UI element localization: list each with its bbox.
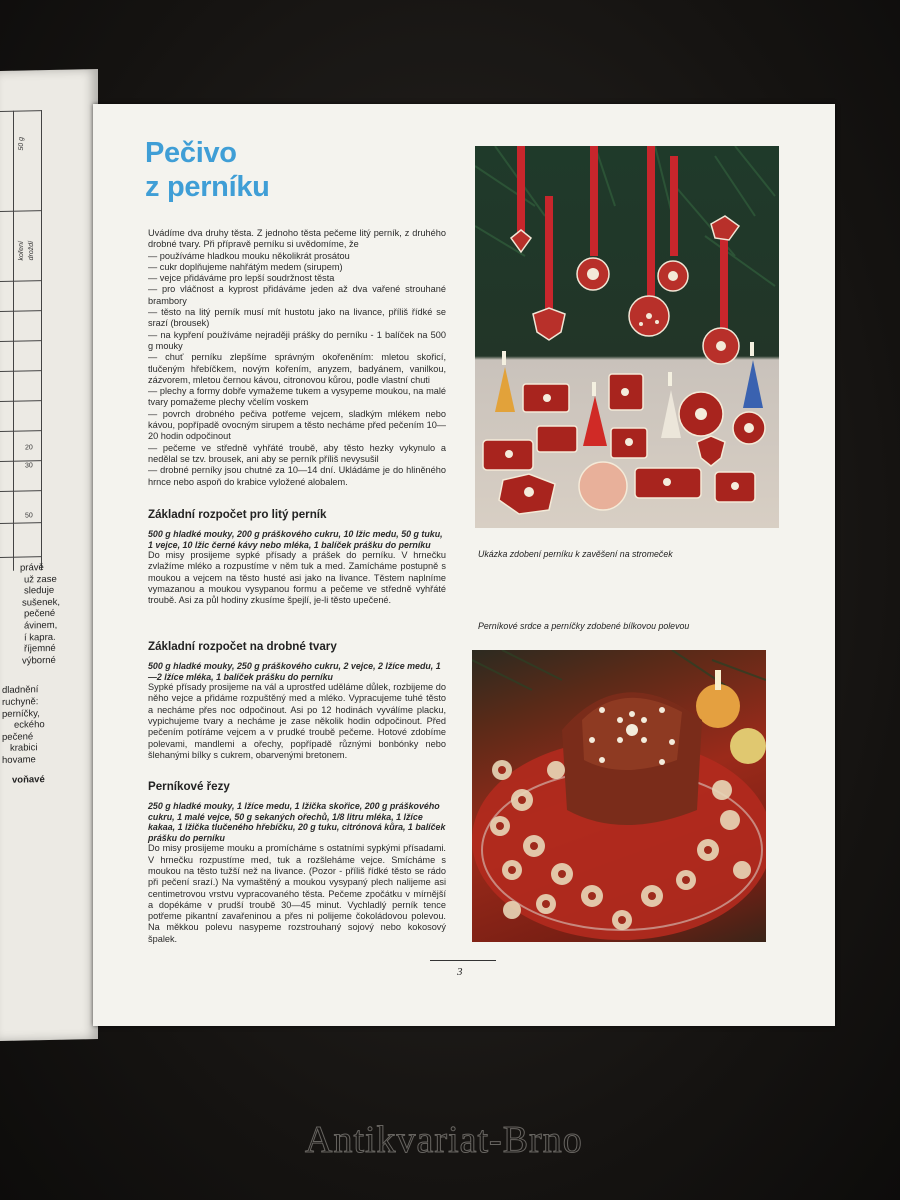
section-text: Do misy prosijeme sypké přísady a prášek do perníku. V hrnečku zvlažíme mléko a rozpustíme v něm tuk a med. Zamícháme postupně s moukou a vejcem na těsto husté asi jako na livance. Těstem naplníme vymazanou a moukou vysypanou formu a pečeme ve středně vyhřáté troubě. Asi za půl hodiny zkusíme špejlí, je-li těsto upečené. (148, 550, 446, 606)
section-ingredients: 500 g hladké mouky, 200 g práškového cukru, 10 lžic medu, 50 g tuku, 1 vejce, 10 lžic černé kávy nebo mléka, 1 balíček prášku do perníku (148, 529, 443, 550)
left-page-text (0, 561, 98, 786)
gingerbread-ornaments-photo (475, 146, 779, 528)
table-row (0, 490, 42, 492)
section-heading: Základní rozpočet na drobné tvary (148, 640, 337, 653)
table-row (0, 400, 42, 402)
text-fragment: pečené (24, 608, 56, 620)
text-fragment: už zase (24, 573, 57, 586)
intro-paragraph: Uvádíme dva druhy těsta. Z jednoho těsta pečeme litý perník, z druhého drobné tvary. Při přípravě perníku si uvědomíme, že (148, 228, 446, 250)
table-number: 20 (25, 444, 33, 452)
left-page-table (0, 110, 42, 571)
intro-bullet: — cukr doplňujeme nahřátým medem (sirupem) (148, 261, 343, 272)
text-fragment: hovame (2, 754, 36, 766)
photo-caption: Ukázka zdobení perníku k zavěšení na stromeček (478, 549, 673, 559)
intro-bullet: — povrch drobného pečiva potřeme vejcem, sladkým mlékem nebo kávou, popřípadě ovocným sirupem a těsto necháme před pečením 10—20 hodin odpočinout (148, 408, 446, 442)
intro-bullet: — používáme hladkou mouku několikrát prosátou (148, 250, 350, 261)
text-fragment: í kapra. (24, 631, 56, 644)
text-fragment: eckého (14, 719, 45, 731)
text-fragment: pečené (2, 731, 34, 743)
table-row (0, 460, 42, 462)
watermark-text: Antikvariat-Brno (305, 1119, 583, 1161)
table-row (0, 210, 42, 212)
intro-bullet: — chuť perníku zlepšíme správným okořeněním: mletou skořicí, tlučeným hřebíčkem, novým kořením, anyzem, badyánem, vanilkou, zázvorem, mletou černou kávou, citronovou kůrou, podle vlastní chuti (148, 352, 446, 385)
intro-bullet: — těsto na litý perník musí mít hustotu jako na livance, příliš řídké se srazí (brousek) (148, 307, 446, 329)
table-row (0, 556, 42, 558)
table-number: 30 (25, 462, 33, 470)
intro-bullet: — plechy a formy dobře vymažeme tukem a vysypeme moukou, na malé tvary pomažeme plechy včelím voskem (148, 386, 446, 408)
text-fragment: dladnění (2, 684, 39, 697)
intro-text (148, 228, 446, 488)
photo-caption: Perníkové srdce a perníčky zdobené bílkovou polevou (478, 621, 690, 631)
intro-bullet: — na kypření používáme nejraději prášky do perníku - 1 balíček na 500 g mouky (148, 329, 446, 351)
table-row (0, 522, 42, 524)
recipe-section (148, 508, 446, 607)
text-fragment: sušenek, (22, 596, 61, 609)
title-line: Pečivo (145, 137, 237, 169)
gingerbread-heart-photo (472, 650, 766, 942)
section-text: Do misy prosijeme mouku a promícháme s ostatními sypkými přísadami. V hrnečku rozpustíme med, tuk a rozšleháme vejce. Smícháme s moukou na těsto tužší než na livance. (Pozor - příliš řídké těsto se rádo při pečení srazí.) Na vymaštěný a moukou vysypaný plech nalijeme asi centimetrovou vrstvu vypracovaného těsta. Pečeme zpočátku v mírnější a dopékáme v prudší troubě 30—45 minut. Vychladlý perník tence potřeme pikantní zavařeninou a přes ni polijeme čokoládovou polevou. Na měkkou polevu nasypeme rozstrouhaný sojový nebo kokosový špalek. (148, 843, 446, 944)
text-fragment: krabici (10, 742, 38, 755)
table-header: koření (18, 241, 25, 261)
table-row (0, 430, 42, 432)
left-page (0, 69, 98, 1041)
table-row (0, 340, 42, 342)
intro-bullet: — drobné perníky jsou chutné za 10—14 dní. Ukládáme je do hliněného hrnce nebo aspoň do krabice vyložené alobalem. (148, 465, 446, 487)
text-fragment: sleduje (24, 585, 55, 597)
text-fragment: ruchyně: (2, 696, 39, 708)
text-fragment: ávinem, (24, 619, 58, 632)
table-number: 50 (25, 512, 33, 520)
intro-bullet: — pečeme ve středně vyhřáté troubě, aby těsto hezky vykynulo a nedělal se tzv. brousek, ani aby se perník příliš nevysušil (148, 442, 446, 464)
table-header: 50 g (18, 136, 25, 151)
table-row (0, 110, 42, 112)
table-row (0, 370, 42, 372)
text-fragment: výborné (22, 654, 56, 667)
page-title (145, 136, 270, 204)
page-number-rule (430, 960, 496, 961)
page-number: 3 (457, 966, 463, 978)
section-text: Sypké přísady prosijeme na vál a uprostřed uděláme důlek, rozbijeme do něho vejce a přidáme rozpuštěný med a mléko. Vypracujeme tuhé těsto a necháme přes noc odpočinout. Asi po 12 hodinách vyválíme placku, vypichujeme tvary a necháme je zase několik hodin odpočinout. Před pečením potíráme vejcem a v prudké troubě pečeme. Hotové zdobíme polevami, mandlemi a ořechy, popřípadě různými bonbónky nebo šlehanými bílky s cukrem, obarvenými bretonem. (148, 682, 446, 760)
recipe-section (148, 640, 446, 761)
text-fragment: perníčky, (2, 707, 40, 720)
section-heading: Perníkové řezy (148, 780, 230, 793)
intro-bullet: — pro vláčnost a kyprost přidáváme jeden až dva vařené strouhané brambory (148, 284, 446, 306)
text-fragment: voňavé (12, 773, 45, 786)
table-row (0, 280, 42, 282)
table-row (0, 310, 42, 312)
title-line: z perníku (145, 171, 270, 203)
section-ingredients: 500 g hladké mouky, 250 g práškového cukru, 2 vejce, 2 lžíce medu, 1—2 lžíce mléka, 1 balíček prášku do perníku (148, 661, 441, 682)
recipe-section (148, 780, 446, 945)
section-heading: Základní rozpočet pro litý perník (148, 508, 327, 521)
section-ingredients: 250 g hladké mouky, 1 lžíce medu, 1 lžička skořice, 200 g práškového cukru, 1 malé vejce, 50 g sekaných ořechů, 1/8 litru mléka, 1 lžíce kakaa, 1 lžička tlučeného hřebíčku, 20 g tuku, citrónová kůra, 1 balíček prášku do perníku (148, 801, 446, 843)
text-fragment: právě (20, 562, 44, 574)
text-fragment: říjemné (24, 643, 56, 655)
table-header: droždí (28, 240, 35, 261)
intro-bullet: — vejce přidáváme pro lepší soudržnost těsta (148, 273, 335, 284)
right-page (93, 104, 835, 1026)
